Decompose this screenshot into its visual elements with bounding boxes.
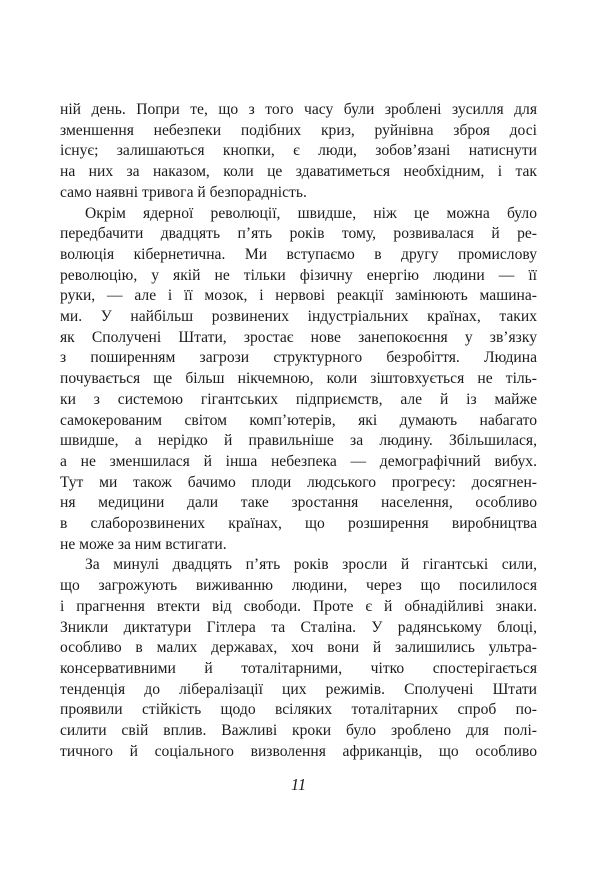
text-line: передбачити двадцять п’ять років тому, розвивалася й ре-	[60, 225, 537, 243]
text-line: ки з системою гігантських підприємств, але й із майже	[60, 390, 537, 408]
text-line: Тут ми також бачимо плоди людського прогресу: досягнен-	[60, 473, 537, 491]
paragraph	[60, 555, 537, 762]
text-line: не може за ним встигати.	[60, 535, 227, 553]
text-line: а не зменшилася й інша небезпека — демографічний вибух.	[60, 452, 537, 470]
text-line: консервативними й тоталітарними, чітко спостерігається	[60, 659, 537, 677]
text-line: ня медицини дали таке зростання населення, особливо	[60, 494, 537, 512]
page-text	[60, 100, 537, 763]
text-line: що загрожують виживанню людини, через що посилилося	[60, 577, 537, 595]
paragraph	[60, 100, 537, 204]
text-line: проявили стійкість щодо всіляких тоталітарних спроб по-	[60, 701, 537, 719]
text-line: зменшення небезпеки подібних криз, руйнівна зброя досі	[60, 121, 537, 139]
text-line: на них за наказом, коли це здаватиметься необхідним, і так	[60, 163, 537, 181]
text-line: Зникли диктатури Гітлера та Сталіна. У радянському блоці,	[60, 618, 537, 636]
page-number: 11	[290, 775, 307, 794]
text-line: почувається ще більш нікчемною, коли зіштовхується не тіль-	[60, 370, 537, 388]
text-line: революцію, у якій не тільки фізичну енергію людини — її	[60, 266, 537, 284]
text-line: з поширенням загрози структурного безробіття. Людина	[60, 349, 537, 367]
text-line: швидше, а нерідко й правильніше за людину. Збільшилася,	[60, 432, 537, 450]
text-line: тенденція до лібералізації цих режимів. Сполучені Штати	[60, 680, 537, 698]
text-line: ній день. Попри те, що з того часу були зроблені зусилля для	[60, 101, 537, 118]
text-line: і прагнення втекти від свободи. Проте є й обнадійливі знаки.	[60, 597, 537, 615]
text-line: в слаборозвинених країнах, що розширення виробництва	[60, 515, 537, 533]
text-line: тичного й соціального визволення африканців, що особливо	[60, 742, 537, 760]
paragraph	[60, 204, 537, 556]
text-line: Окрім ядерної революції, швидше, ніж це можна було	[85, 204, 537, 222]
text-line: особливо в малих державах, хоч вони й залишились ультра-	[60, 639, 537, 657]
text-line: самокерованим світом комп’ютерів, які думають набагато	[60, 411, 537, 429]
text-line: руки, — але і її мозок, і нервові реакції замінюють машина-	[60, 287, 537, 305]
text-line: За минулі двадцять п’ять років зросли й гігантські сили,	[85, 556, 537, 574]
text-line: силити свій вплив. Важливі кроки було зроблено для полі-	[60, 722, 537, 740]
text-line: ми. У найбільш розвинених індустріальних країнах, таких	[60, 308, 537, 326]
text-line: само наявні тривога й безпорадність.	[60, 183, 307, 201]
text-line: як Сполучені Штати, зростає нове занепокоєння у зв’язку	[60, 328, 537, 346]
text-line: існує; залишаються кнопки, є люди, зобов’язані натиснути	[60, 142, 537, 160]
text-line: волюція кібернетична. Ми вступаємо в другу промислову	[60, 245, 537, 263]
